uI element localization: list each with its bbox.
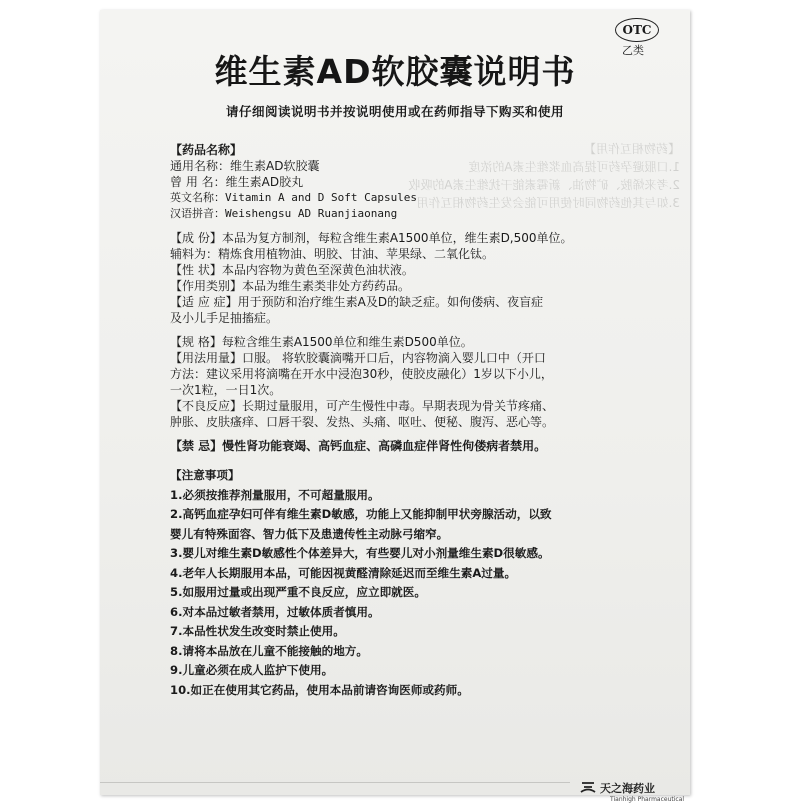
category-line: 【作用类别】本品为维生素类非处方药药品。 [170, 279, 411, 293]
brand-name: 天之海药业 [600, 782, 655, 795]
leaflet-sheet [100, 10, 690, 803]
precaution-item: 8.请将本品放在儿童不能接触的地方。 [170, 643, 368, 658]
precaution-item: 10.如正在使用其它药品，使用本品前请咨询医师或药师。 [170, 682, 469, 697]
ingredients-line: 【成 份】本品为复方制剂，每粒含维生素A1500单位，维生素D,500单位。 [170, 231, 573, 245]
precaution-item: 4.老年人长期服用本品，可能因视黄醛清除延迟而至维生素A过量。 [170, 565, 517, 580]
brand-logo [580, 780, 690, 796]
document-subtitle: 请仔细阅读说明书并按说明使用或在药师指导下购买和使用 [225, 104, 564, 119]
precaution-item: 7.本品性状发生改变时禁止使用。 [170, 624, 345, 638]
english-name: 英文名称：Vitamin A and D Soft Capsules [170, 191, 418, 204]
excipients-line: 辅料为：精炼食用植物油、明胶、甘油、苹果绿、二氧化钛。 [170, 247, 495, 261]
indication-line: 【适 应 症】用于预防和治疗维生素A及D的缺乏症。如佝偻病、夜盲症及小儿手足抽搐症。 [170, 295, 544, 325]
bottom-divider [100, 782, 570, 795]
specification-line: 【规 格】每粒含维生素A1500单位和维生素D500单位。 [170, 335, 473, 349]
bleed-through-text: 【药物相互作用】 1.口服避孕药可提高血浆维生素A的浓度 2.考来烯胺、矿物油、新霉素能干扰维生素A的吸收 3.如与其他药物同时使用可能会发生药物相互作用 [408, 142, 680, 210]
precaution-item: 3.婴儿对维生素D敏感性个体差异大，有些婴儿对小剂量维生素D很敏感。 [170, 546, 550, 560]
contraindication-line: 【禁 忌】慢性肾功能衰竭、高钙血症、高磷血症伴肾性佝偻病者禁用。 [170, 439, 547, 453]
precaution-item: 9.儿童必须在成人监护下使用。 [170, 663, 334, 677]
precaution-item: 2.高钙血症孕妇可伴有维生素D敏感，功能上又能抑制甲状旁腺活动，以致婴儿有特殊面容、智力低下及患遗传性主动脉弓缩窄。 [170, 507, 552, 541]
otc-class-label: 乙类 [622, 44, 644, 57]
adverse-line: 【不良反应】长期过量服用，可产生慢性中毒。早期表现为骨关节疼痛、肿胀、皮肤瘙痒、口唇干裂、发热、头痛、呕吐、便秘、腹泻、恶心等。 [170, 399, 555, 429]
precautions-section [170, 466, 550, 700]
appearance-line: 【性 状】本品内容物为黄色至深黄色油状液。 [170, 263, 414, 277]
brand-name-english: Tianhigh Pharmaceutical [610, 796, 685, 803]
pinyin-name: 汉语拼音：Weishengsu AD Ruanjiaonang [170, 207, 398, 220]
drug-name-heading: 【药品名称】 [170, 143, 243, 157]
leaflet-body [170, 142, 573, 700]
dosage-line: 【用法用量】口服。 将软胶囊滴嘴开口后，内容物滴入婴儿口中（开口方法：建议采用将滴嘴在开水中浸泡30秒，使胶皮融化）1岁以下小儿，一次1粒，一日1次。 [170, 351, 553, 397]
precaution-item: 6.对本品过敏者禁用，过敏体质者慎用。 [170, 604, 380, 619]
otc-badge: OTC [615, 18, 659, 42]
generic-name: 通用名称：维生素AD软胶囊 [170, 159, 320, 173]
former-name: 曾 用 名：维生素AD胶丸 [170, 175, 304, 189]
precaution-item: 1.必须按推荐剂量服用，不可超量服用。 [170, 487, 380, 502]
precautions-heading: 【注意事项】 [170, 468, 240, 482]
precaution-item: 5.如服用过量或出现严重不良反应，应立即就医。 [170, 585, 426, 599]
document-title: 维生素AD软胶囊说明书 [214, 52, 576, 91]
brand-logo-icon [580, 781, 596, 795]
